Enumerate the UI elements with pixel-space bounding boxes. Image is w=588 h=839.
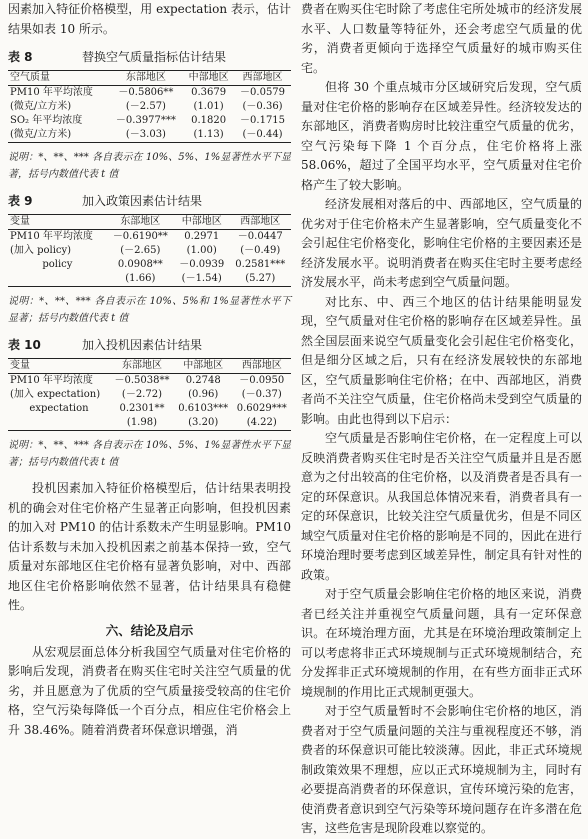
table-cell: 0.1820	[191, 115, 227, 126]
table-cell: 0.2581***	[235, 259, 286, 270]
table-cell: (－0.49)	[240, 245, 281, 256]
table8	[8, 70, 291, 143]
table-cell: 0.6029***	[236, 403, 287, 414]
table-cell: (5.27)	[245, 273, 276, 284]
table8-note: 说明：*、**、*** 各自表示在 10%、5%、1%显著性水平下显著，括号内数值代表 t 值	[8, 152, 291, 180]
table-cell: －0.3977***	[115, 115, 176, 126]
body-paragraph: 对于空气质量会影响住宅价格的地区来说，消费者已经关注并重视空气质量问题，具有一定环保意识。在环境治理方面，尤其是在环境治理政策制定上可以考虑将非正式环境规制与正式环境规制结合，充分发挥非正式环境规制的作用，在有些方面非正式环境规制的作用比正式规制更强大。	[301, 587, 582, 699]
table-row	[8, 244, 291, 258]
table-row	[8, 374, 291, 389]
table9-header: 中部地区	[181, 216, 222, 227]
table9-title: 加入政策因素估计结果	[82, 194, 203, 208]
table9-note: 说明：*、**、*** 各自表示在 10%、5%和 1%显著性水平下显著；括号内数值代表 t 值	[8, 296, 291, 324]
table9-caption	[8, 193, 291, 209]
table-cell: －0.5038**	[114, 375, 170, 386]
table-cell: －0.6190**	[112, 231, 168, 242]
table-cell: 0.2971	[184, 231, 220, 242]
table-cell	[8, 272, 107, 287]
table-cell: (1.66)	[125, 273, 156, 284]
table10-header: 西部地区	[241, 360, 282, 371]
table8-header: 东部地区	[125, 72, 166, 83]
right-column	[301, 0, 582, 839]
table8-header: 空气质量	[10, 72, 50, 83]
table8-caption	[8, 49, 291, 65]
table-cell: 0.0908**	[117, 259, 163, 270]
table-row	[8, 416, 291, 431]
table-cell: (0.96)	[188, 389, 219, 400]
table-cell: (微克/立方米)	[10, 129, 72, 140]
table9-header: 西部地区	[240, 216, 281, 227]
table-cell: 0.2301**	[119, 403, 165, 414]
table-cell: (－2.72)	[121, 389, 162, 400]
body-paragraph: 费者在购买住宅时除了考虑住宅所处城市的经济发展水平、人口数量等特征外，还会考虑空气质量的优劣，消费者更倾向于选择空气质量好的城市购买住宅。	[301, 2, 582, 75]
body-paragraph: 经济发展相对落后的中、西部地区，空气质量的优劣对于住宅价格未产生显著影响，空气质量变化不会引起住宅价格变化，影响住宅价格的主要因素还是经济发展水平。说明消费者在购买住宅时主要考虑经济发展水平，尚未考虑到空气质量问题。	[301, 197, 582, 289]
table10-header: 东部地区	[121, 360, 162, 371]
table10	[8, 358, 291, 431]
table-cell: (－3.03)	[125, 129, 166, 140]
table-cell: (4.22)	[246, 417, 277, 428]
table-cell: (－2.65)	[120, 245, 161, 256]
table-cell: 0.3679	[191, 87, 227, 98]
table-row	[8, 402, 291, 416]
body-paragraph: 空气质量是否影响住宅价格，在一定程度上可以反映消费者购买住宅时是否关注空气质量并且是否愿意为之付出较高的住宅价格，以及消费者是否具有一定的环保意识。从我国总体情况来看，消费者具有一定的环保意识，比较关注空气质量优劣，但是不同区域空气质量对住宅价格的影响是不同的，因此在进行环境治理时要考虑到区域差异性，制定具有针对性的政策。	[301, 431, 582, 582]
table-cell: －0.0950	[239, 375, 285, 386]
table-row	[8, 258, 291, 272]
table10-caption	[8, 337, 291, 353]
table10-number: 表 10	[8, 338, 41, 352]
table10-header: 中部地区	[183, 360, 224, 371]
body-paragraph: 对比东、中、西三个地区的估计结果能明显发现，空气质量对住宅价格的影响存在区域差异性。虽然全国层面来说空气质量变化会引起住宅价格变化，但是细分区域之后，只有在经济发展较快的东部地区，空气质量影响住宅价格；在中、西部地区，消费者尚不关注空气质量，住宅价格尚未受到空气质量的影响。由此也得到以下启示：	[301, 294, 582, 426]
table-cell: (加入 expectation)	[10, 389, 101, 400]
table-cell: PM10 年平均浓度	[10, 87, 93, 98]
table10-note: 说明：*、**、*** 各自表示在 10%、5%、1%显著性水平下显著；括号内数值代表 t 值	[8, 440, 291, 468]
table-cell: (1.98)	[126, 417, 157, 428]
table-cell: 0.2748	[185, 375, 221, 386]
table-cell: PM10 年平均浓度	[10, 231, 93, 242]
table-cell: (加入 policy)	[10, 245, 72, 256]
body-paragraph: 从宏观层面总体分析我国空气质量对住宅价格的影响后发现，消费者在购买住宅时关注空气质量的优劣，并且愿意为了优质的空气质量接受较高的住宅价格，空气污染每降低一个百分点，相应住宅价格会上升 38.46%。随着消费者环保意识增强，消	[8, 644, 291, 737]
table9	[8, 214, 291, 287]
table10-header: 变量	[10, 360, 30, 371]
table-cell: －0.0939	[179, 259, 225, 270]
body-paragraph: 对于空气质量暂时不会影响住宅价格的地区，消费者对于空气质量问题的关注与重视程度还不够，消费者的环保意识可能比较淡薄。因此，非正式环境规制政策效果不理想，应以正式环境规制为主，同时有必要提高消费者的环保意识，宣传环境污染的危害，使消费者意识到空气污染等环境问题存在许多潜在危害，这些危害是现阶段难以察觉的。	[301, 704, 582, 835]
table-cell: (1.13)	[193, 129, 224, 140]
table-row	[8, 86, 291, 101]
table-row	[8, 272, 291, 287]
table9-header: 变量	[10, 216, 30, 227]
table-cell: －0.1715	[240, 115, 286, 126]
table-cell: (－0.37)	[241, 389, 282, 400]
table-row	[8, 128, 291, 143]
table-cell: (微克/立方米)	[10, 101, 72, 112]
table-row	[8, 114, 291, 128]
table-cell: －0.0447	[237, 231, 283, 242]
table-row	[8, 100, 291, 114]
section-heading: 六、结论及启示	[105, 622, 194, 638]
table-cell: (1.00)	[186, 245, 217, 256]
table-cell: expectation	[29, 403, 89, 414]
table8-title: 替换空气质量指标估计结果	[82, 50, 227, 64]
table-row	[8, 388, 291, 402]
table-cell	[8, 416, 110, 431]
table-cell: －0.5806**	[118, 87, 174, 98]
table8-number: 表 8	[8, 50, 33, 64]
table-cell: (－1.54)	[181, 273, 222, 284]
table-cell: (3.20)	[188, 417, 219, 428]
table-cell: (－0.36)	[242, 101, 283, 112]
body-paragraph: 但将 30 个重点城市分区域研究后发现，空气质量对住宅价格的影响存在区域差异性。经济较发达的东部地区，消费者购房时比较注重空气质量的优劣，空气污染每下降 1 个百分点，住宅价格将上涨 58.06%，超过了全国平均水平，空气质量对住宅价格产生了较大影响。	[301, 80, 582, 192]
table8-header: 西部地区	[242, 72, 283, 83]
table9-number: 表 9	[8, 194, 33, 208]
table-cell: PM10 年平均浓度	[10, 375, 93, 386]
table8-header: 中部地区	[188, 72, 229, 83]
table-cell: SO₂ 年平均浓度	[10, 115, 83, 126]
table-cell: (1.01)	[193, 101, 224, 112]
table-cell: －0.0579	[240, 87, 286, 98]
intro-text: 因素加入特征价格模型，用 expectation 表示，估计结果如表 10 所示。	[8, 2, 291, 36]
table10-title: 加入投机因素估计结果	[82, 338, 203, 352]
table-cell: (－2.57)	[125, 101, 166, 112]
table-cell: (－0.44)	[242, 129, 283, 140]
table-cell: 0.6103***	[178, 403, 229, 414]
table9-header: 东部地区	[120, 216, 161, 227]
left-column	[8, 0, 291, 740]
body-paragraph: 投机因素加入特征价格模型后，估计结果表明投机的确会对住宅价格产生显著正向影响，但投机因素的加入对 PM10 的估计系数未产生明显影响。PM10 估计系数与未加入投机因素之前基本保持一致，空气质量对东部地区住宅价格有显著负影响，对中、西部地区住宅价格影响依然不显著，估计结果具有稳健性。	[8, 481, 291, 612]
table-cell: policy	[42, 259, 73, 270]
table-row	[8, 230, 291, 245]
